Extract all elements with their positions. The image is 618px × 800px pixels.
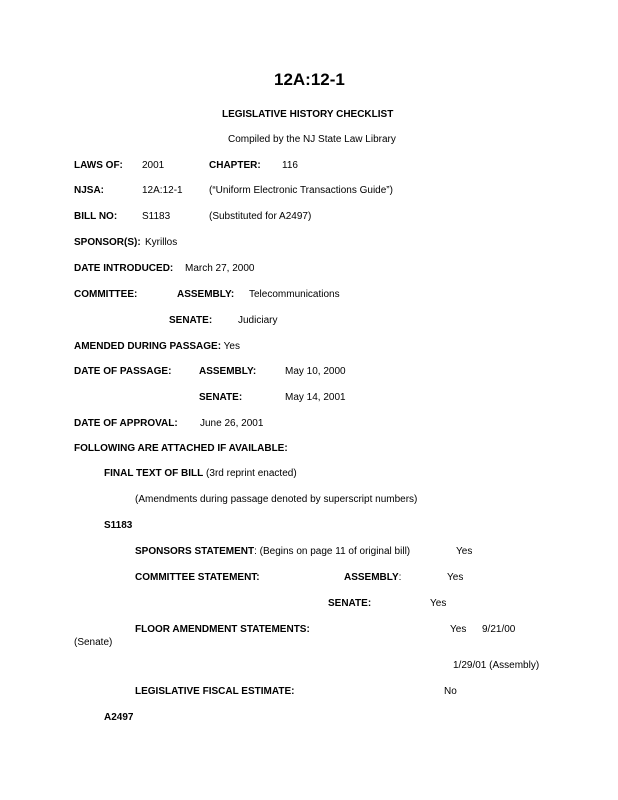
committee-assembly-label: ASSEMBLY: bbox=[177, 289, 235, 300]
final-text-note: (3rd reprint enacted) bbox=[206, 468, 297, 479]
bill-no-note: (Substituted for A2497) bbox=[209, 211, 312, 222]
floor-amendment-date1: 9/21/00 bbox=[482, 624, 516, 635]
cs-assembly-label: ASSEMBLY bbox=[344, 572, 399, 583]
a2497-heading: A2497 bbox=[104, 712, 134, 723]
date-introduced-label: DATE INTRODUCED: bbox=[74, 263, 174, 274]
document-title: 12A:12-1 bbox=[274, 70, 345, 89]
fiscal-estimate-value: No bbox=[444, 686, 457, 697]
s1183-heading: S1183 bbox=[104, 520, 133, 531]
committee-assembly-value: Telecommunications bbox=[249, 289, 340, 300]
njsa-note: (“Uniform Electronic Transactions Guide”) bbox=[209, 185, 393, 196]
sponsors-statement-value: Yes bbox=[456, 546, 473, 557]
attached-heading: FOLLOWING ARE ATTACHED IF AVAILABLE: bbox=[74, 443, 288, 454]
date-of-passage-label: DATE OF PASSAGE: bbox=[74, 366, 172, 377]
passage-assembly-value: May 10, 2000 bbox=[285, 366, 346, 377]
bill-no-value: S1183 bbox=[142, 211, 171, 222]
compiled-by: Compiled by the NJ State Law Library bbox=[228, 134, 396, 145]
committee-senate-value: Judiciary bbox=[238, 315, 278, 326]
committee-statement-label: COMMITTEE STATEMENT: bbox=[135, 572, 260, 583]
date-of-approval-value: June 26, 2001 bbox=[200, 418, 264, 429]
laws-of-label: LAWS OF: bbox=[74, 160, 123, 171]
amended-value: Yes bbox=[223, 341, 240, 352]
sponsors-statement-row bbox=[135, 546, 410, 558]
passage-senate-label: SENATE: bbox=[199, 392, 243, 403]
final-text-row bbox=[104, 468, 297, 480]
amended-row bbox=[74, 341, 240, 353]
floor-amendment-wrap: (Senate) bbox=[74, 637, 113, 648]
chapter-label: CHAPTER: bbox=[209, 160, 261, 171]
cs-assembly-colon: : bbox=[398, 572, 402, 583]
sponsors-value: Kyrillos bbox=[145, 237, 178, 248]
laws-of-value: 2001 bbox=[142, 160, 165, 171]
passage-assembly-label: ASSEMBLY: bbox=[199, 366, 257, 377]
amendments-note: (Amendments during passage denoted by superscript numbers) bbox=[135, 494, 418, 505]
amended-label: AMENDED DURING PASSAGE: bbox=[74, 341, 222, 352]
floor-amendment-label: FLOOR AMENDMENT STATEMENTS: bbox=[135, 624, 310, 635]
date-introduced-value: March 27, 2000 bbox=[185, 263, 255, 274]
sponsors-statement-note: : (Begins on page 11 of original bill) bbox=[254, 546, 411, 557]
sponsors-label: SPONSOR(S): bbox=[74, 237, 141, 248]
passage-senate-value: May 14, 2001 bbox=[285, 392, 346, 403]
bill-no-label: BILL NO: bbox=[74, 211, 118, 222]
njsa-value: 12A:12-1 bbox=[142, 185, 183, 196]
njsa-label: NJSA: bbox=[74, 185, 105, 196]
cs-assembly-value: Yes bbox=[447, 572, 464, 583]
sponsors-statement-label: SPONSORS STATEMENT bbox=[135, 546, 255, 557]
final-text-label: FINAL TEXT OF BILL bbox=[104, 468, 204, 479]
floor-amendment-date2: 1/29/01 (Assembly) bbox=[453, 660, 540, 671]
cs-assembly-row bbox=[344, 572, 401, 584]
chapter-value: 116 bbox=[282, 160, 298, 171]
floor-amendment-value: Yes bbox=[450, 624, 467, 635]
fiscal-estimate-label: LEGISLATIVE FISCAL ESTIMATE: bbox=[135, 686, 295, 697]
checklist-title: LEGISLATIVE HISTORY CHECKLIST bbox=[222, 109, 394, 120]
cs-senate-value: Yes bbox=[430, 598, 447, 609]
date-of-approval-label: DATE OF APPROVAL: bbox=[74, 418, 178, 429]
committee-label: COMMITTEE: bbox=[74, 289, 138, 300]
cs-senate-label: SENATE: bbox=[328, 598, 372, 609]
committee-senate-label: SENATE: bbox=[169, 315, 213, 326]
